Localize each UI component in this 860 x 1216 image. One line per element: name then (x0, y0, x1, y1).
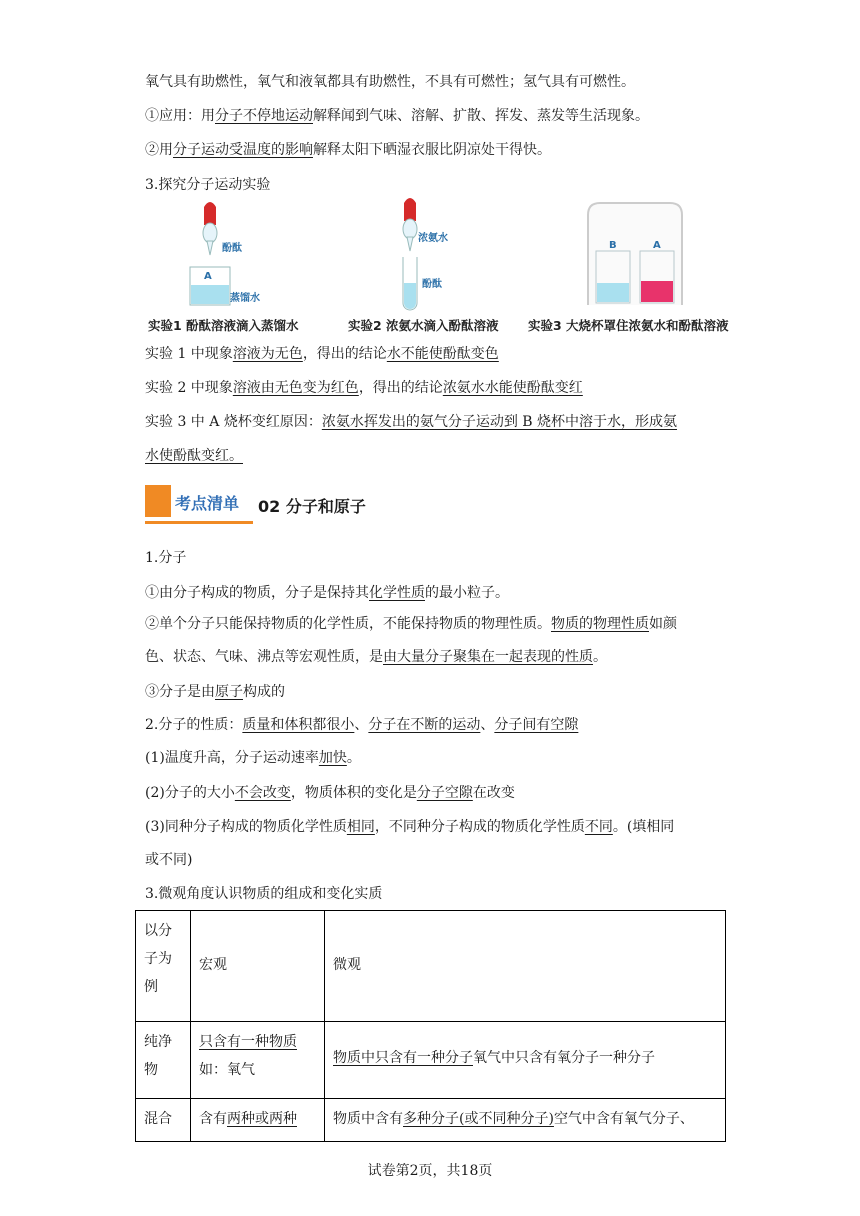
experiment-3-result: 实验 3 中 A 烧杯变红原因：浓氨水挥发出的氨气分子运动到 B 烧杯中溶于水，形成氨 (145, 414, 678, 430)
banner-underline (145, 521, 253, 524)
water-label: 蒸馏水 (230, 293, 260, 304)
dropper-label: 酚酞 (222, 243, 242, 254)
text-line: 3.探究分子运动实验 (145, 177, 271, 193)
text-line: ②单个分子只能保持物质的化学性质，不能保持物质的物理性质。物质的物理性质如颜 (145, 616, 677, 632)
experiment-3-result-cont: 水使酚酞变红。 (145, 448, 243, 464)
bell-jar-illustration (580, 195, 690, 310)
table-cell: 微观 (325, 911, 726, 1022)
beaker-b-letter: B (609, 240, 617, 251)
text-line: ①应用：用分子不停地运动解释闻到气味、溶解、扩散、挥发、蒸发等生活现象。 (145, 108, 649, 124)
table-row (136, 1022, 726, 1099)
table-cell: 纯净物 (136, 1022, 191, 1099)
table-cell: 混合 (136, 1099, 191, 1142)
text-line: ②用分子运动受温度的影响解释太阳下晒湿衣服比阴凉处干得快。 (145, 142, 551, 158)
text-line: 氧气具有助燃性，氧气和液氧都具有助燃性，不具有可燃性；氢气具有可燃性。 (145, 74, 635, 90)
page-footer: 试卷第2页，共18页 (367, 1163, 493, 1179)
text-line: 或不同) (145, 852, 193, 868)
section-banner (145, 483, 255, 525)
table-cell: 以分子为例 (136, 911, 191, 1022)
text-line: ③分子是由原子构成的 (145, 684, 285, 700)
text-line: 色、状态、气味、沸点等宏观性质，是由大量分子聚集在一起表现的性质。 (145, 649, 607, 665)
exp2-caption: 实验2 浓氨水滴入酚酞溶液 (348, 318, 499, 333)
banner-label: 考点清单 (175, 494, 240, 513)
section-title: 02 分子和原子 (258, 497, 366, 516)
exp3-caption: 实验3 大烧杯罩住浓氨水和酚酞溶液 (528, 318, 729, 333)
exp1-caption: 实验1 酚酞溶液滴入蒸馏水 (148, 318, 299, 333)
beaker-a-letter: A (653, 240, 661, 251)
molecule-table (135, 910, 726, 1142)
experiment-1-result: 实验 1 中现象溶液为无色，得出的结论水不能使酚酞变色 (145, 346, 499, 362)
table-cell: 只含有一种物质 如：氧气 (191, 1022, 325, 1099)
tube-label: 酚酞 (422, 279, 442, 290)
dropper-label: 浓氨水 (418, 233, 448, 244)
table-cell: 物质中只含有一种分子氧气中只含有氧分子一种分子 (325, 1022, 726, 1099)
experiment-2-result: 实验 2 中现象溶液由无色变为红色，得出的结论浓氨水水能使酚酞变红 (145, 380, 583, 396)
dropper-tube-illustration (360, 195, 530, 315)
table-cell: 物质中含有多种分子(或不同种分子)空气中含有氧气分子、 (325, 1099, 726, 1142)
text-line: 3.微观角度认识物质的组成和变化实质 (145, 886, 383, 902)
text-line: (2)分子的大小不会改变，物质体积的变化是分子空隙在改变 (145, 785, 515, 801)
text-line: 2.分子的性质：质量和体积都很小、分子在不断的运动、分子间有空隙 (145, 717, 579, 733)
banner-block (145, 485, 171, 517)
table-row (136, 911, 726, 1022)
text-line: (3)同种分子构成的物质化学性质相同，不同种分子构成的物质化学性质不同。(填相同 (145, 819, 675, 835)
text-line: ①由分子构成的物质，分子是保持其化学性质的最小粒子。 (145, 585, 509, 601)
table-cell: 宏观 (191, 911, 325, 1022)
text-line: 1.分子 (145, 550, 187, 566)
table-cell: 含有两种或两种 (191, 1099, 325, 1142)
text-line: (1)温度升高，分子运动速率加快。 (145, 750, 361, 766)
beaker-letter: A (204, 271, 212, 282)
table-row (136, 1099, 726, 1142)
